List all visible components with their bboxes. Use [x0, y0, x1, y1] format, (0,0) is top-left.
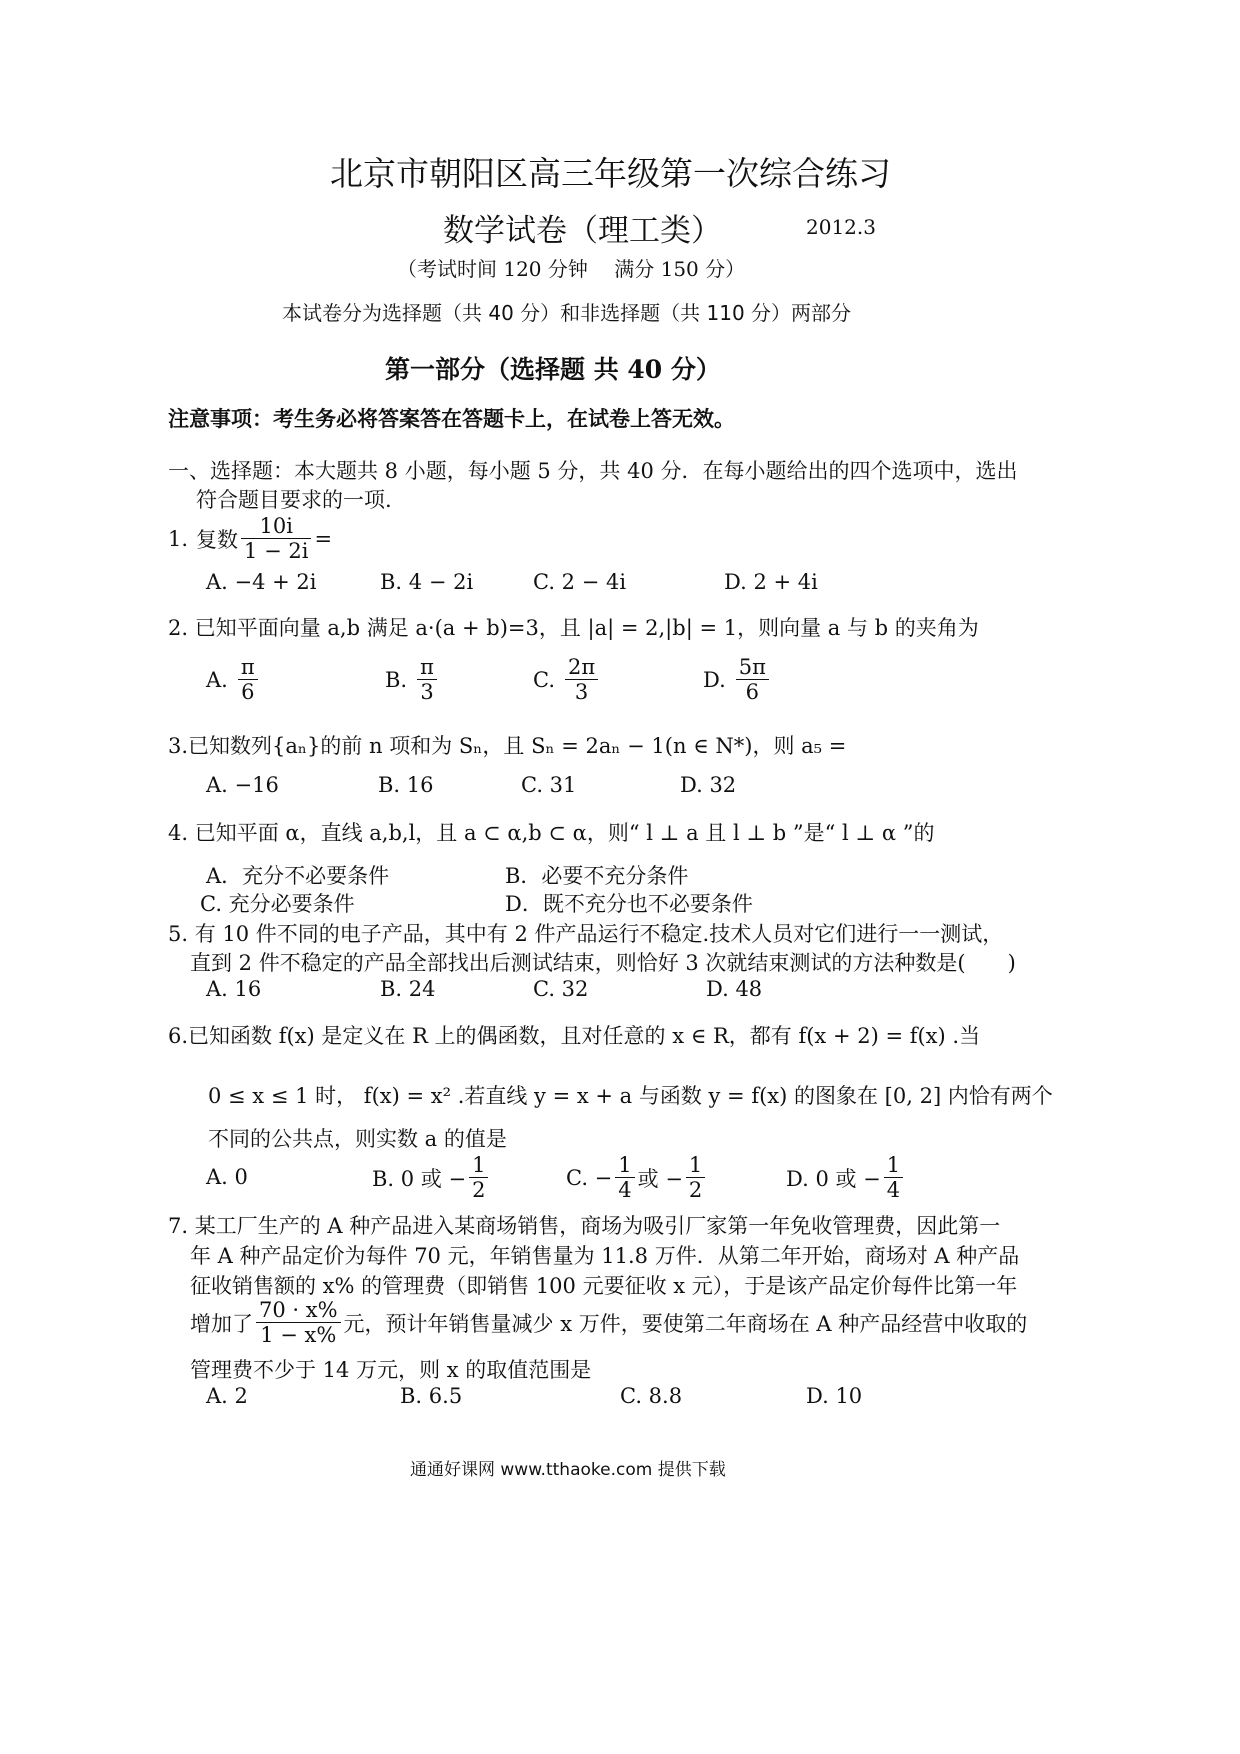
option-b: B. 0 或 − $\frac{1}{2}$: [372, 1153, 491, 1202]
footer-credit: 通通好课网 www.tthaoke.com 提供下载: [410, 1460, 726, 1480]
question-stem: 有 10 件不同的电子产品，其中有 2 件产品运行不稳定.技术人员对它们进行一一测试，: [194, 922, 1004, 946]
question-number: 4.: [168, 821, 189, 845]
question-number: 1.: [168, 526, 189, 551]
question-number: 2.: [168, 616, 189, 640]
option-c: C. 2 − 4i: [533, 570, 627, 594]
question-7-line4: 增加了 $\frac{70 \cdot x\%}{1 - x\%}$ 元，预计年销售量减少 x 万件，要使第二年商场在 A 种产品经营中收取的: [190, 1298, 1028, 1348]
question-stem: 已知数列{aₙ}的前 n 项和为 Sₙ，且 Sₙ = 2aₙ − 1(n ∈ N*)，则 a₅ =: [188, 734, 847, 758]
option-b: B. $\frac{\pi}{3}$: [385, 655, 440, 704]
option-c: C. − $\frac{1}{4}$ 或 − $\frac{1}{2}$: [566, 1153, 708, 1202]
option-d: D．既不充分也不必要条件: [505, 892, 753, 916]
option-c: C. 32: [533, 977, 589, 1001]
question-stem: 已知函数 f(x) 是定义在 R 上的偶函数，且对任意的 x ∈ R，都有 f(x + 2) = f(x) .当: [188, 1024, 981, 1048]
option-b: B. 16: [378, 773, 434, 797]
option-a: A. −16: [206, 773, 279, 797]
question-number: 5.: [168, 922, 189, 946]
question-stem: 已知平面向量 a,b 满足 a·(a + b)=3，且 |a| = 2,|b| = 1，则向量 a 与 b 的夹角为: [194, 616, 979, 640]
option-d: D. 10: [806, 1384, 863, 1408]
option-a: A. $\frac{\pi}{6}$: [206, 655, 261, 704]
paper-title: 北京市朝阳区高三年级第一次综合练习: [330, 154, 891, 193]
option-c: C. 8.8: [620, 1384, 683, 1408]
question-6-line2: 0 ≤ x ≤ 1 时， f(x) = x² .若直线 y = x + a 与函数 y = f(x) 的图象在 [0, 2] 内恰有两个: [208, 1084, 1053, 1108]
option-b: B. 24: [380, 977, 436, 1001]
question-number: 6.: [168, 1024, 189, 1048]
question-2: [168, 612, 979, 642]
option-d: D. 48: [706, 977, 763, 1001]
question-5: [168, 918, 1003, 948]
paper-subtitle: 数学试卷（理工类）: [443, 213, 722, 249]
instructions-line2: 符合题目要求的一项.: [196, 488, 392, 512]
option-a: A．充分不必要条件: [206, 864, 390, 888]
option-c: C. 充分必要条件: [200, 892, 355, 916]
question-7-line3: 征收销售额的 x% 的管理费（即销售 100 元要征收 x 元），于是该产品定价每件比第一年: [190, 1274, 1018, 1298]
question-stem: 某工厂生产的 A 种产品进入某商场销售，商场为吸引厂家第一年免收管理费，因此第一: [194, 1214, 1001, 1238]
question-number: 3.: [168, 734, 189, 758]
part1-title: 第一部分（选择题 共 40 分）: [385, 355, 721, 384]
option-d: D. $\frac{5\pi}{6}$: [703, 655, 772, 704]
question-5-line2: 直到 2 件不稳定的产品全部找出后测试结束，则恰好 3 次就结束测试的方法种数是( ): [190, 951, 1016, 975]
option-a: A. 2: [206, 1384, 248, 1408]
option-d: D. 32: [680, 773, 737, 797]
question-7-line2: 年 A 种产品定价为每件 70 元，年销售量为 11.8 万件．从第二年开始，商场对 A 种产品: [190, 1244, 1020, 1268]
option-c: C. $\frac{2\pi}{3}$: [533, 655, 601, 704]
question-stem: 复数: [196, 527, 239, 552]
question-7-line5: 管理费不少于 14 万元，则 x 的取值范围是: [190, 1358, 592, 1382]
question-1: 1. 复数 $\frac{10i}{1 - 2i}$ =: [168, 514, 333, 564]
paper-date: 2012.3: [806, 215, 876, 239]
fraction: $\frac{10i}{1 - 2i}$: [241, 514, 311, 563]
option-b: B. 6.5: [400, 1384, 463, 1408]
question-number: 7.: [168, 1214, 189, 1238]
instructions-line1: 一、选择题：本大题共 8 小题，每小题 5 分，共 40 分．在每小题给出的四个选项中，选出: [168, 459, 1018, 483]
option-a: A. −4 + 2i: [206, 570, 317, 594]
question-4: [168, 817, 934, 847]
option-d: D. 2 + 4i: [724, 570, 818, 594]
question-7: [168, 1210, 1000, 1240]
option-a: A. 0: [206, 1165, 248, 1189]
option-d: D. 0 或 − $\frac{1}{4}$: [786, 1153, 906, 1202]
option-a: A. 16: [206, 977, 262, 1001]
notice: 注意事项：考生务必将答案答在答题卡上，在试卷上答无效。: [168, 406, 735, 431]
question-3: [168, 730, 846, 760]
option-b: B. 4 − 2i: [380, 570, 474, 594]
question-6: [168, 1020, 980, 1050]
option-b: B．必要不充分条件: [505, 864, 689, 888]
paper-composition: 本试卷分为选择题（共 40 分）和非选择题（共 110 分）两部分: [282, 301, 852, 325]
question-6-line3: 不同的公共点，则实数 a 的值是: [208, 1127, 507, 1151]
question-stem: 已知平面 α，直线 a,b,l，且 a ⊂ α,b ⊂ α，则“ l ⊥ a 且 l ⊥ b ”是“ l ⊥ α ”的: [194, 821, 935, 845]
option-c: C. 31: [521, 773, 577, 797]
exam-info: （考试时间 120 分钟 满分 150 分）: [397, 257, 746, 281]
